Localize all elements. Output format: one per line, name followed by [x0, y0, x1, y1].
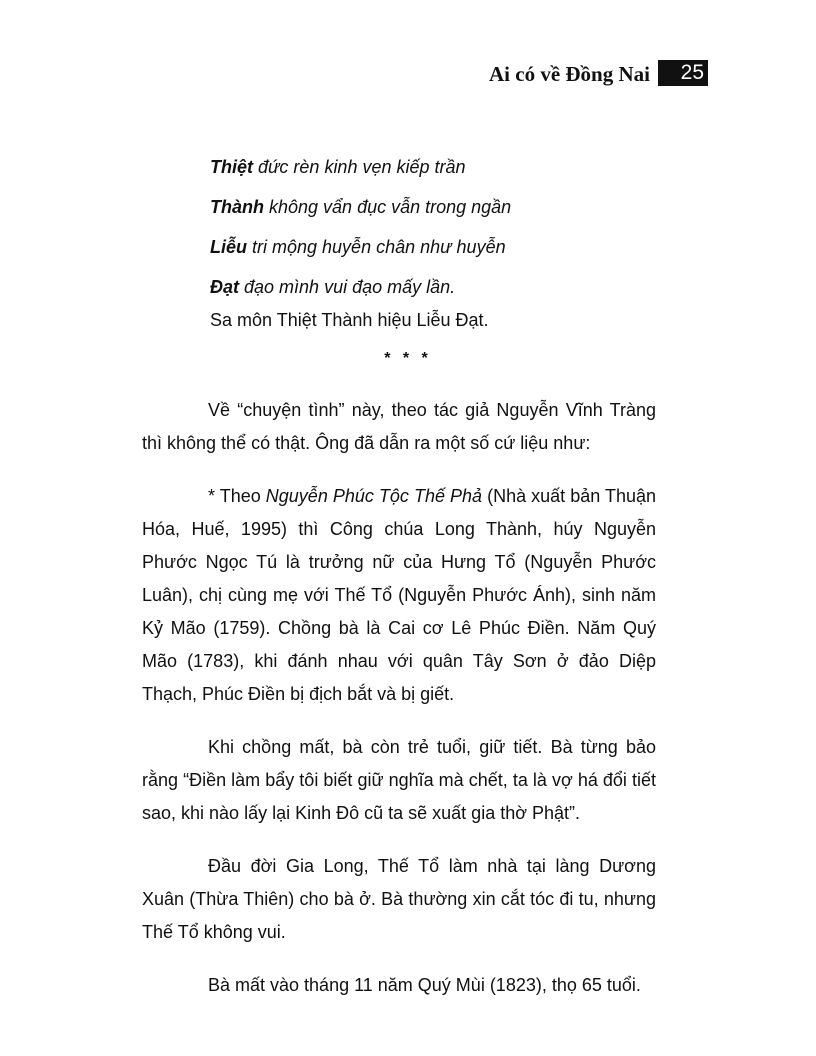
paragraph: [142, 480, 656, 711]
paragraph: Bà mất vào tháng 11 năm Quý Mùi (1823), thọ 65 tuổi.: [208, 975, 641, 995]
poem-line: [210, 267, 670, 307]
poem-line-text: đạo mình vui đạo mấy lần.: [239, 277, 456, 297]
poem-line-text: không vẩn đục vẫn trong ngần: [264, 197, 512, 217]
paragraph-text: (Nhà xuất bản Thuận Hóa, Huế, 1995) thì Công chúa Long Thành, húy Nguyễn Phước Ngọc Tú là trưởng nữ của Hưng Tổ (Nguyễn Phước Luân), chị cùng mẹ với Thế Tổ (Nguyễn Phước Ánh), sinh năm Kỷ Mão (1759). Chồng bà là Cai cơ Lê Phúc Điền. Năm Quý Mão (1783), khi đánh nhau với quân Tây Sơn ở đảo Diệp Thạch, Phúc Điền bị địch bắt và bị giết.: [142, 486, 656, 704]
book-title: Nguyễn Phúc Tộc Thế Phả: [265, 486, 483, 506]
poem-line: [210, 147, 670, 187]
poem-attribution: Sa môn Thiệt Thành hiệu Liễu Đạt.: [210, 310, 489, 330]
poem-line-keyword: Thiệt: [210, 157, 253, 177]
paragraph: Về “chuyện tình” này, theo tác giả Nguyễn Vĩnh Tràng thì không thể có thật. Ông đã dẫn ra một số cứ liệu như:: [142, 400, 656, 453]
page-number: 25: [658, 60, 708, 86]
paragraph: Đầu đời Gia Long, Thế Tổ làm nhà tại làng Dương Xuân (Thừa Thiên) cho bà ở. Bà thường xin cắt tóc đi tu, nhưng Thế Tổ không vui.: [142, 856, 656, 942]
poem-line: [210, 227, 670, 267]
page-header: [489, 56, 708, 92]
poem-line-keyword: Liễu: [210, 237, 248, 257]
section-separator: * * *: [384, 350, 432, 367]
poem-line-text: đức rèn kinh vẹn kiếp trần: [253, 157, 466, 177]
poem-line-keyword: Đạt: [210, 277, 240, 297]
paragraph: Khi chồng mất, bà còn trẻ tuổi, giữ tiết. Bà từng bảo rằng “Điền làm bẩy tôi biết giữ nghĩa mà chết, ta là vợ há đổi tiết sao, khi nào lấy lại Kinh Đô cũ ta sẽ xuất gia thờ Phật”.: [142, 737, 656, 823]
poem-line-text: tri mộng huyễn chân như huyễn: [247, 237, 506, 257]
poem-line: [210, 187, 670, 227]
body-text: [142, 394, 656, 1022]
running-title: Ai có về Đồng Nai: [489, 62, 650, 86]
poem: [210, 147, 670, 307]
poem-line-keyword: Thành: [210, 197, 264, 217]
paragraph-text: * Theo: [208, 486, 266, 506]
